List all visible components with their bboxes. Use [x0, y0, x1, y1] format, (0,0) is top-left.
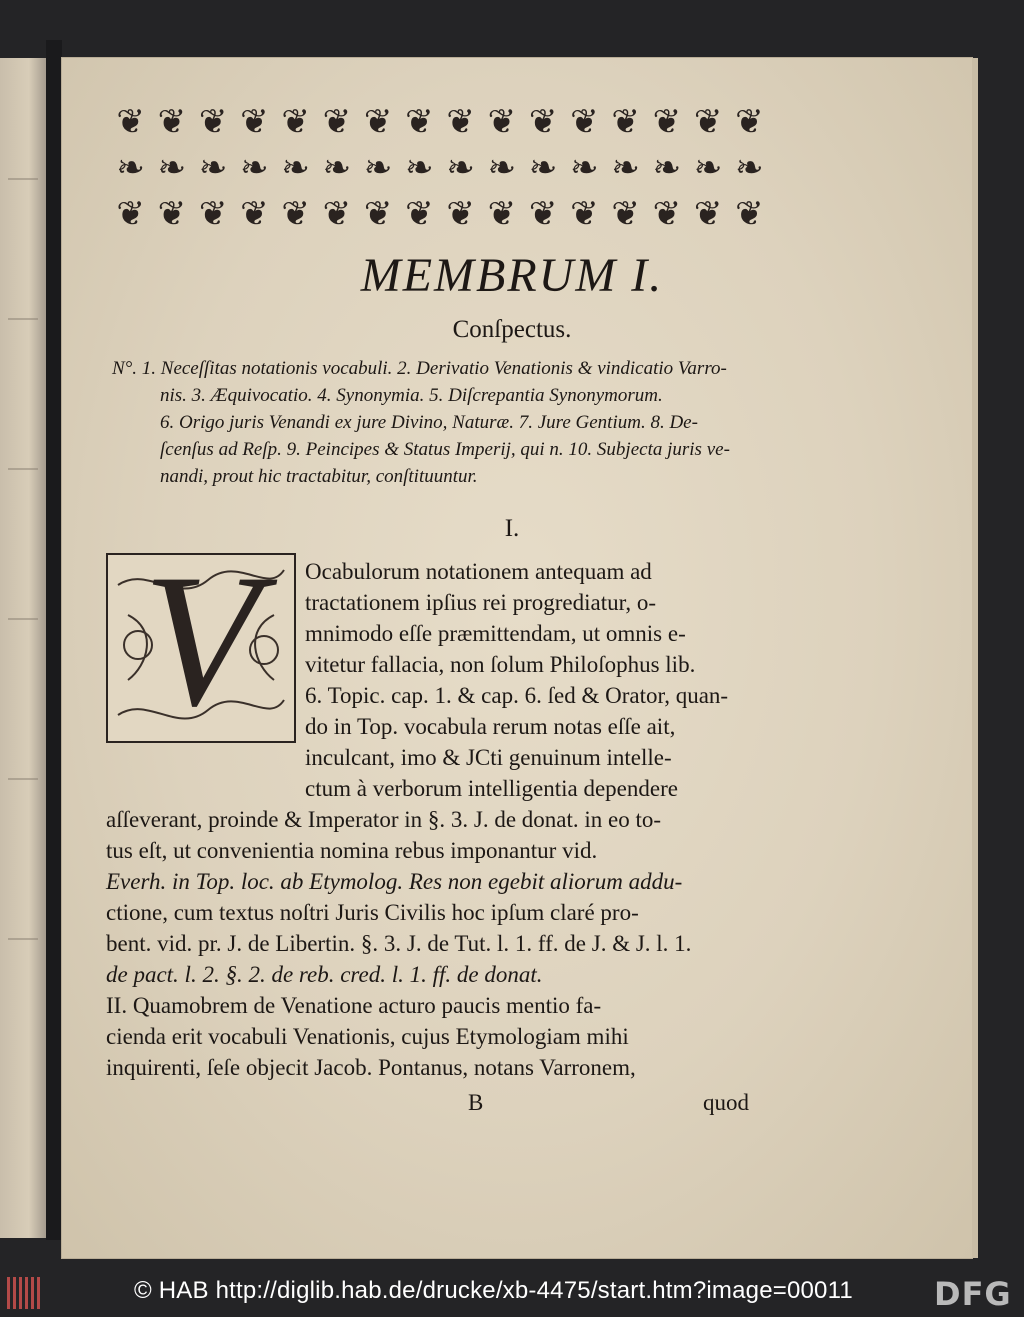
fleuron-icon: ❦	[735, 104, 764, 141]
fleuron-icon: ❦	[611, 104, 640, 141]
fleuron-icon: ❦	[198, 104, 228, 141]
summary-line: ſcenſus ad Reſp. 9. Peincipes & Status Imperij, qui n. 10. Subjecta juris ve-	[160, 439, 730, 460]
fleuron-icon: ❧	[735, 150, 764, 187]
fleuron-icon: ❦	[652, 104, 682, 141]
fleuron-icon: ❦	[157, 104, 187, 141]
dfg-logo: DFG	[934, 1275, 1012, 1313]
fleuron-icon: ❦	[528, 104, 558, 141]
body-line: vitetur fallacia, non ſolum Philoſophus lib.	[305, 652, 696, 677]
summary-line: 6. Origo juris Venandi ex jure Divino, Naturæ. 7. Jure Gentium. 8. De-	[160, 412, 698, 433]
fleuron-icon: ❦	[570, 104, 599, 141]
body-line: tractationem ipſius rei progrediatur, o-	[305, 590, 656, 615]
fleuron-icon: ❦	[322, 104, 352, 141]
chapter-heading: MEMBRUM I.	[360, 249, 664, 302]
ornament-row-bottom	[110, 196, 770, 234]
fleuron-icon: ❦	[405, 104, 434, 141]
section-numeral: I.	[504, 515, 520, 542]
body-line: de pact. l. 2. §. 2. de reb. cred. l. 1. ff. de donat.	[106, 962, 543, 987]
fleuron-icon: ❦	[405, 196, 434, 233]
fleuron-icon: ❧	[240, 150, 269, 187]
fleuron-icon: ❧	[528, 150, 558, 187]
fleuron-icon: ❦	[281, 104, 310, 141]
fleuron-icon: ❦	[446, 104, 475, 141]
copyright-link[interactable]: © HAB http://diglib.hab.de/drucke/xb-4475/start.htm?image=00011	[134, 1277, 853, 1304]
fleuron-icon: ❦	[116, 104, 145, 141]
fleuron-icon: ❦	[446, 196, 475, 233]
body-line: mnimodo eſſe præmittendam, ut omnis e-	[305, 621, 686, 646]
conspectus-summary	[112, 355, 772, 490]
fleuron-icon: ❦	[487, 104, 517, 141]
fleuron-icon: ❧	[198, 150, 228, 187]
fleuron-icon: ❦	[570, 196, 599, 233]
catchword: quod	[703, 1090, 749, 1115]
body-line: bent. vid. pr. J. de Libertin. §. 3. J. de Tut. l. 1. ff. de J. & J. l. 1.	[106, 931, 692, 956]
fleuron-icon: ❧	[446, 150, 475, 187]
fleuron-icon: ❧	[693, 150, 723, 187]
fleuron-icon: ❦	[198, 196, 228, 233]
facing-page-edge	[0, 58, 48, 1238]
fleuron-icon: ❧	[570, 150, 599, 187]
fleuron-icon: ❧	[281, 150, 310, 187]
body-line: inquirenti, ſeſe objecit Jacob. Pontanus, notans Varronem,	[106, 1055, 636, 1080]
fleuron-icon: ❦	[487, 196, 517, 233]
viewer-footer	[0, 1269, 1024, 1317]
barcode-icon	[7, 1277, 41, 1309]
body-line: ctione, cum textus noſtri Juris Civilis hoc ipſum claré pro-	[106, 900, 639, 925]
body-line: inculcant, imo & JCti genuinum intelle-	[305, 745, 672, 770]
body-line: Ocabulorum notationem antequam ad	[305, 559, 652, 584]
fleuron-icon: ❦	[240, 196, 269, 233]
fleuron-icon: ❦	[116, 196, 145, 233]
fleuron-icon: ❦	[281, 196, 310, 233]
body-line: do in Top. vocabula rerum notas eſſe ait,	[305, 714, 676, 739]
fleuron-icon: ❦	[528, 196, 558, 233]
fleuron-icon: ❦	[322, 196, 352, 233]
ornament-row-middle	[110, 150, 770, 188]
fleuron-icon: ❧	[157, 150, 187, 187]
fleuron-icon: ❦	[693, 196, 723, 233]
fleuron-icon: ❦	[693, 104, 723, 141]
fleuron-icon: ❧	[405, 150, 434, 187]
body-line: Everh. in Top. loc. ab Etymolog. Res non egebit aliorum addu-	[106, 869, 683, 894]
fleuron-icon: ❧	[363, 150, 393, 187]
fleuron-icon: ❧	[652, 150, 682, 187]
body-line: 6. Topic. cap. 1. & cap. 6. ſed & Orator, quan-	[305, 683, 729, 708]
fleuron-icon: ❦	[240, 104, 269, 141]
drop-cap-letter: V	[142, 553, 260, 743]
fleuron-icon: ❧	[611, 150, 640, 187]
ornamental-header-band	[110, 104, 770, 234]
book-gutter	[46, 40, 62, 1240]
fleuron-icon: ❦	[611, 196, 640, 233]
fleuron-icon: ❦	[652, 196, 682, 233]
fleuron-icon: ❦	[363, 196, 393, 233]
body-line: tus eſt, ut convenientia nomina rebus imponantur vid.	[106, 838, 598, 863]
fleuron-icon: ❦	[363, 104, 393, 141]
summary-line: nandi, prout hic tractabitur, conſtituuntur.	[160, 466, 478, 487]
summary-line: N°. 1. Neceſſitas notationis vocabuli. 2. Derivatio Venationis & vindicatio Varro-	[112, 358, 727, 379]
body-line: cienda erit vocabuli Venationis, cujus Etymologiam mihi	[106, 1024, 629, 1049]
fleuron-icon: ❧	[322, 150, 352, 187]
body-line: II. Quamobrem de Venatione acturo paucis mentio fa-	[106, 993, 602, 1018]
page-edge	[972, 58, 978, 1258]
conspectus-heading: Conſpectus.	[452, 316, 572, 343]
fleuron-icon: ❧	[116, 150, 145, 187]
summary-line: nis. 3. Æquivocatio. 4. Synonymia. 5. Diſcrepantia Synonymorum.	[160, 385, 663, 406]
ornament-row-top	[110, 104, 770, 142]
decorated-initial	[106, 553, 296, 743]
body-line: ctum à verborum intelligentia dependere	[305, 776, 678, 801]
fleuron-icon: ❧	[487, 150, 517, 187]
body-line: aſſeverant, proinde & Imperator in §. 3. J. de donat. in eo to-	[106, 807, 662, 832]
signature-mark: B	[468, 1090, 484, 1115]
fleuron-icon: ❦	[157, 196, 187, 233]
fleuron-icon: ❦	[735, 196, 764, 233]
